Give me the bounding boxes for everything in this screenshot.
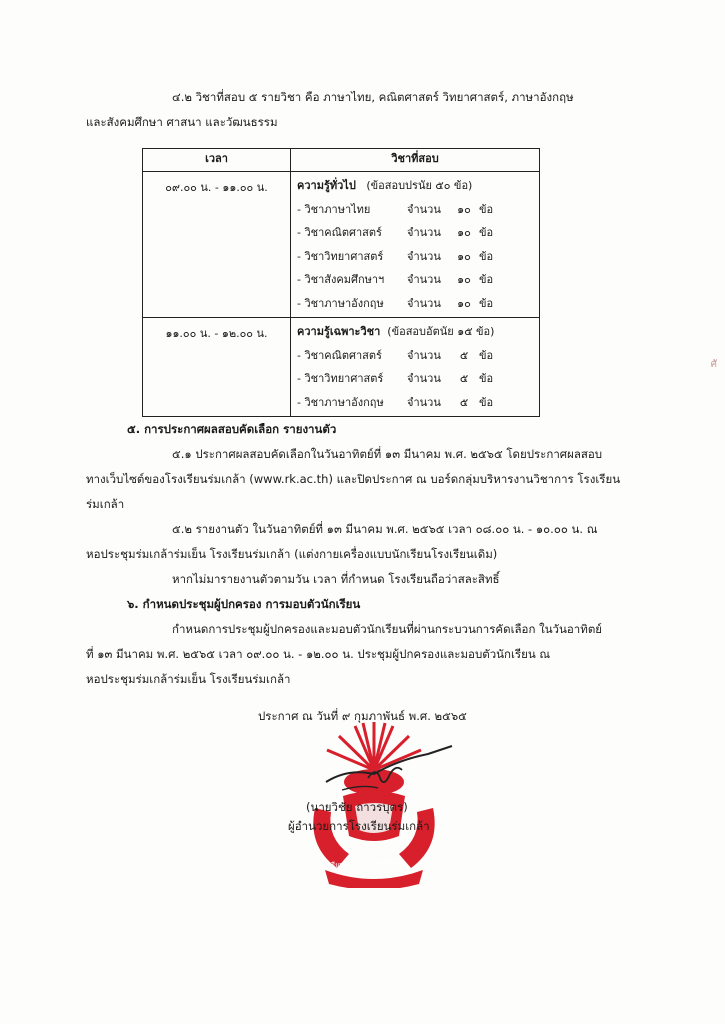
section-4-2-line2: และสังคมศึกษา ศาสนา และวัฒนธรรม	[86, 115, 278, 129]
subject-heading: ความรู้เฉพาะวิชา	[297, 325, 381, 338]
list-item: - วิชาภาษาอังกฤษ จำนวน ๑๐ ข้อ	[297, 296, 494, 310]
subject-cell	[291, 318, 540, 417]
list-item: - วิชาสังคมศึกษาฯ จำนวน ๑๐ ข้อ	[297, 273, 494, 286]
section-5-2-line1: ๕.๒ รายงานตัว ในวันอาทิตย์ที่ ๑๓ มีนาคม พ.ศ. ๒๕๖๕ เวลา ๐๘.๐๐ น. - ๑๐.๐๐ น. ณ	[172, 522, 598, 536]
time-cell: ๐๙.๐๐ น. - ๑๑.๐๐ น.	[143, 172, 291, 318]
section-5-note: หากไม่มารายงานตัวตามวัน เวลา ที่กำหนด โรงเรียนถือว่าสละสิทธิ์	[172, 572, 500, 586]
subject-cell	[291, 172, 540, 318]
section-4-2-line1: ๔.๒ วิชาที่สอบ ๕ รายวิชา คือ ภาษาไทย, คณิตศาสตร์ วิทยาศาสตร์, ภาษาอังกฤษ	[172, 90, 574, 104]
section-5-1-line3: ร่มเกล้า	[86, 497, 125, 511]
table-row	[143, 172, 540, 318]
section-5-2-line2: หอประชุมร่มเกล้าร่มเย็น โรงเรียนร่มเกล้า (แต่งกายเครื่องแบบนักเรียนโรงเรียนเดิม)	[86, 547, 498, 561]
seal-text: โรงเรียนร่มเกล้า สาครนคร	[317, 857, 400, 871]
signature-scribble-icon	[318, 738, 458, 798]
signer-name: (นายวิชัย ถาวรบุตร)	[306, 800, 408, 814]
section-5-1-line2: ทางเว็บไซต์ของโรงเรียนร่มเกล้า (www.rk.ac.th) และปิดประกาศ ณ บอร์ดกลุ่มบริหารงานวิชาการ โรงเรียน	[86, 472, 621, 486]
header-subject: วิชาที่สอบ	[291, 149, 540, 172]
signer-position: ผู้อำนวยการโรงเรียนร่มเกล้า	[288, 819, 430, 833]
list-item: - วิชาคณิตศาสตร์ จำนวน ๑๐ ข้อ	[297, 226, 494, 239]
table-row	[143, 318, 540, 417]
list-item: - วิชาภาษาไทย จำนวน ๑๐ ข้อ	[297, 202, 494, 216]
list-item: - วิชาภาษาอังกฤษ จำนวน ๕ ข้อ	[297, 395, 494, 409]
table-header-row	[143, 149, 540, 172]
section-6-line1: กำหนดการประชุมผู้ปกครองและมอบตัวนักเรียนที่ผ่านกระบวนการคัดเลือก ในวันอาทิตย์	[172, 622, 603, 636]
list-item: - วิชาวิทยาศาสตร์ จำนวน ๕ ข้อ	[297, 372, 494, 385]
subject-heading-line	[297, 320, 533, 344]
section-5-1-line1: ๕.๑ ประกาศผลสอบคัดเลือกในวันอาทิตย์ที่ ๑๓ มีนาคม พ.ศ. ๒๕๖๕ โดยประกาศผลสอบ	[172, 447, 603, 461]
subject-heading-line	[297, 174, 533, 198]
list-item: - วิชาคณิตศาสตร์ จำนวน ๕ ข้อ	[297, 348, 494, 362]
list-item: - วิชาวิทยาศาสตร์ จำนวน ๑๐ ข้อ	[297, 249, 494, 263]
section-6-line2: ที่ ๑๓ มีนาคม พ.ศ. ๒๕๖๕ เวลา ๐๙.๐๐ น. - ๑๒.๐๐ น. ประชุมผู้ปกครองและมอบตัวนักเรียน ณ	[86, 647, 551, 661]
section-5-heading: ๕. การประกาศผลสอบคัดเลือก รายงานตัว	[127, 422, 337, 436]
subject-heading-note: (ข้อสอบอัตนัย ๑๕ ข้อ)	[387, 325, 495, 338]
margin-mark: ศั	[710, 359, 717, 370]
exam-schedule-table	[142, 148, 540, 417]
section-6-line3: หอประชุมร่มเกล้าร่มเย็น โรงเรียนร่มเกล้า	[86, 672, 291, 686]
section-6-heading: ๖. กำหนดประชุมผู้ปกครอง การมอบตัวนักเรียน	[127, 597, 361, 611]
announce-date: ประกาศ ณ วันที่ ๙ กุมภาพันธ์ พ.ศ. ๒๕๖๕	[258, 709, 467, 723]
header-time: เวลา	[143, 149, 291, 172]
subject-heading-note: (ข้อสอบปรนัย ๕๐ ข้อ)	[366, 179, 473, 192]
time-cell: ๑๑.๐๐ น. - ๑๒.๐๐ น.	[143, 318, 291, 417]
subject-heading: ความรู้ทั่วไป	[297, 179, 356, 192]
